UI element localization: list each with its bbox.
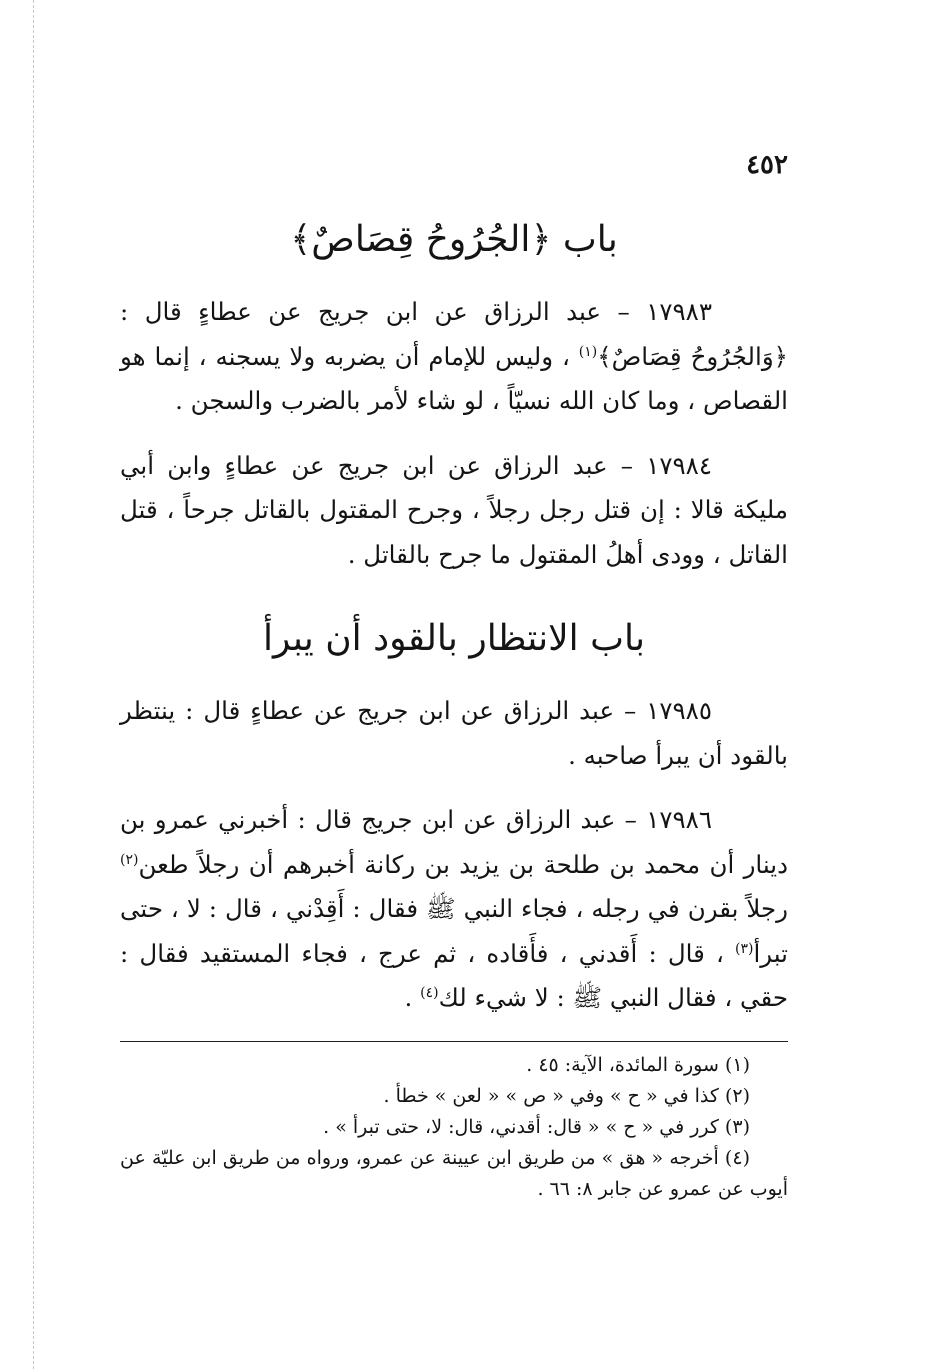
hadith-17984 — [120, 444, 788, 578]
footnote-divider — [120, 1041, 788, 1042]
hadith-number: ١٧٩٨٥ — [646, 696, 712, 725]
footnote-2: (٢) كذا في « ح » وفي « ص » « لعن » خطأ . — [383, 1084, 750, 1107]
hadith-17985 — [120, 689, 788, 778]
hadith-text: – عبد الرزاق عن ابن جريج عن عطاءٍ وابن أبي مليكة قالا : إن قتل رجل رجلاً ، وجرح المقتول بالقاتل جرحاً ، قتل القاتل ، وودى أهلُ المقتول ما جرح بالقاتل . — [120, 450, 788, 569]
footnote-ref: (٣) — [734, 940, 754, 957]
hadith-text-continued: رجلاً بقرن في رجله ، فجاء النبي ﷺ فقال : أَقِدْني ، قال : لا ، حتى تبرأ — [120, 894, 788, 968]
chapter-title-waiting: باب الانتظار بالقود أن يبرأ — [263, 618, 645, 659]
footnote-ref: (١) — [578, 343, 598, 360]
page-edge-line — [33, 0, 34, 1369]
hadith-text-continued: . — [404, 983, 421, 1012]
hadith-text: – عبد الرزاق عن ابن جريج عن عطاءٍ قال : ينتظر بالقود أن يبرأ صاحبه . — [120, 696, 788, 770]
footnote-ref: (٢) — [120, 851, 139, 868]
hadith-text: – عبد الرزاق عن ابن جريج قال : أخبرني عمرو بن دينار أن محمد بن طلحة بن يزيد بن ركانة أخبرهم أن رجلاً طعن — [120, 805, 788, 879]
hadith-text-continued: ، قال : أَقدني ، فأَقاده ، ثم عرج ، فجاء المستقيد فقال : حقي ، فقال النبي ﷺ : لا شيء لك — [120, 938, 788, 1012]
footnote-3: (٣) كرر في « ح » « قال: أقدني، قال: لا، حتى تبرأ » . — [323, 1115, 750, 1138]
hadith-number: ١٧٩٨٦ — [646, 805, 712, 834]
chapter-title-wounds: باب ﴿الجُرُوحُ قِصَاصٌ﴾ — [290, 219, 618, 260]
hadith-text-continued: ، وليس للإمام أن يضربه ولا يسجنه ، إنما هو القصاص ، وما كان الله نسيّاً ، لو شاء لأمر بالضرب والسجن . — [120, 341, 788, 415]
hadith-number: ١٧٩٨٤ — [646, 450, 712, 480]
footnote-ref: (٤) — [420, 984, 439, 1001]
hadith-text: – عبد الرزاق عن ابن جريج عن عطاءٍ قال : ﴿وَالجُرُوحُ قِصَاصٌ﴾ — [120, 297, 789, 371]
hadith-number: ١٧٩٨٣ — [646, 297, 712, 326]
hadith-17983 — [120, 290, 788, 424]
book-page — [120, 150, 788, 1205]
footnotes — [120, 1050, 788, 1205]
footnote-1: (١) سورة المائدة، الآية: ٤٥ . — [526, 1053, 750, 1076]
hadith-17986 — [120, 798, 788, 1021]
footnote-4: (٤) أخرجه « هق » من طريق ابن عيينة عن عمرو، ورواه من طريق ابن عليّة عن أيوب عن عمرو عن جابر ٨: ٦٦ . — [120, 1146, 788, 1200]
page-number: ٤٥٢ — [746, 150, 788, 180]
